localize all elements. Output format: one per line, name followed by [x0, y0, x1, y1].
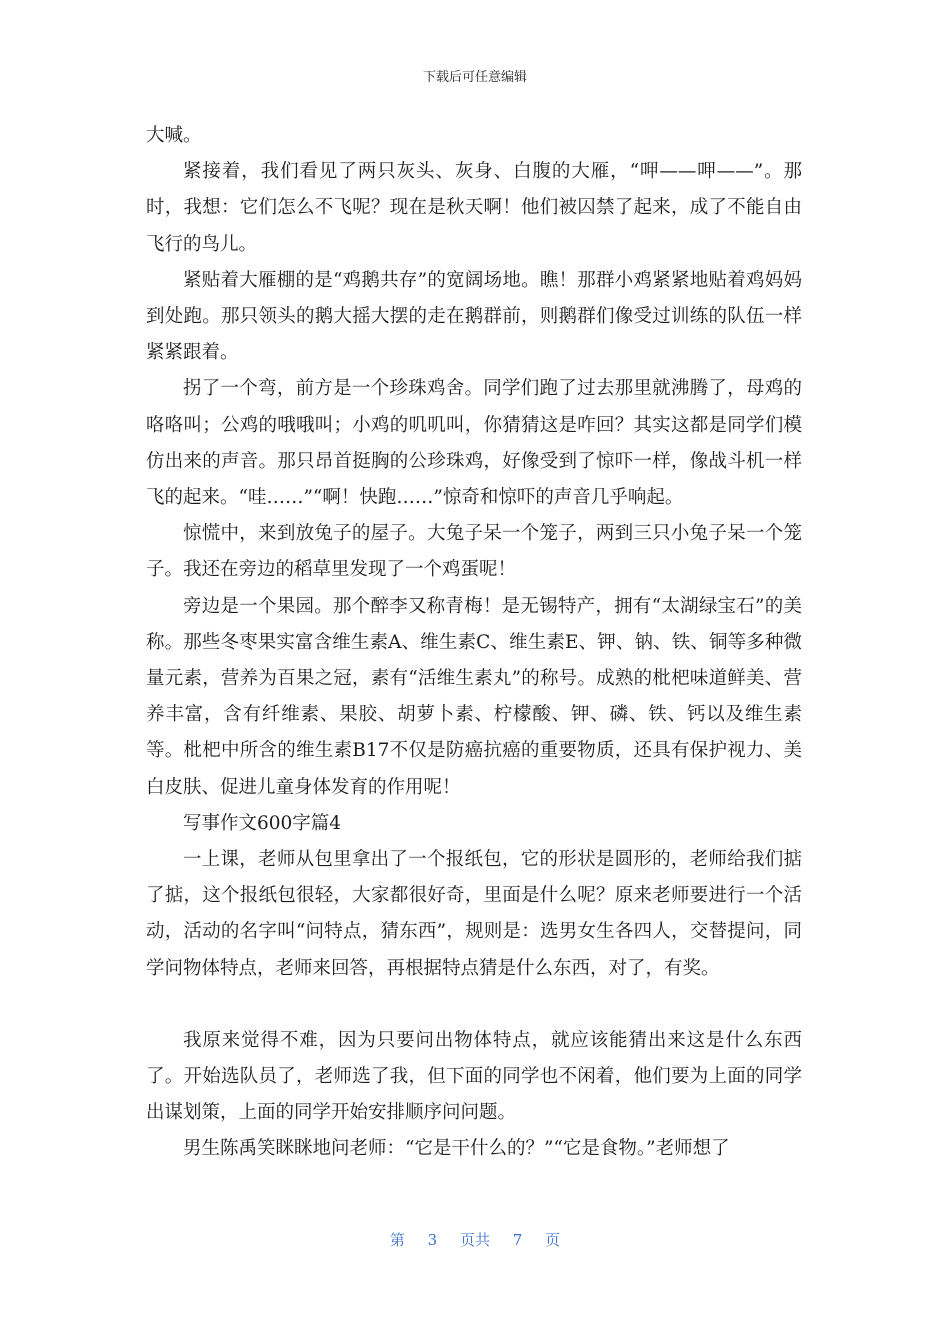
paragraph: 一上课，老师从包里拿出了一个报纸包，它的形状是圆形的，老师给我们掂了掂，这个报纸包很轻，大家都很好奇，里面是什么呢？原来老师要进行一个活动，活动的名字叫“问特点，猜东西”，规则是：选男女生各四人，交替提问，同学问物体特点，老师来回答，再根据特点猜是什么东西，对了，有奖。 — [146, 849, 802, 979]
paragraph: 大喊。 — [146, 125, 202, 146]
paragraph: 男生陈禹笑眯眯地问老师：“它是干什么的？”“它是食物。”老师想了 — [183, 1138, 730, 1160]
paragraph: 惊慌中，来到放兔子的屋子。大兔子呆一个笼子，两到三只小兔子呆一个笼子。我还在旁边的稻草里发现了一个鸡蛋呢！ — [146, 523, 802, 581]
paragraph: 紧接着，我们看见了两只灰头、灰身、白腹的大雁，“呷——呷——”。那时，我想：它们怎么不飞呢？现在是秋天啊！他们被囚禁了起来，成了不能自由飞行的鸟儿。 — [146, 161, 802, 255]
section-heading: 写事作文600字篇4 — [183, 812, 342, 834]
paragraph: 我原来觉得不难，因为只要问出物体特点，就应该能猜出来这是什么东西了。开始选队员了，老师选了我，但下面的同学也不闲着，他们要为上面的同学出谋划策，上面的同学开始安排顺序问问题。 — [146, 1029, 802, 1124]
document-body — [146, 118, 802, 1168]
paragraph: 旁边是一个果园。那个醉李又称青梅！是无锡特产，拥有“太湖绿宝石”的美称。那些冬枣果实富含维生素A、维生素C、维生素E、钾、钠、铁、铜等多种微量元素，营养为百果之冠，素有“活维生素丸”的称号。成熟的枇杷味道鲜美、营养丰富，含有纤维素、果胶、胡萝卜素、柠檬酸、钾、磷、铁、钙以及维生素等。枇杷中所含的维生素B17不仅是防癌抗癌的重要物质，还具有保护视力、美白皮肤、促进儿童身体发育的作用呢！ — [146, 595, 802, 798]
page-footer: 第 3 页共 7 页 — [389, 1231, 561, 1249]
paragraph: 紧贴着大雁棚的是“鸡鹅共存”的宽阔场地。瞧！那群小鸡紧紧地贴着鸡妈妈到处跑。那只领头的鹅大摇大摆的走在鹅群前，则鹅群们像受过训练的队伍一样紧紧跟着。 — [146, 269, 802, 364]
page-header: 下载后可任意编辑 — [422, 70, 527, 85]
paragraph: 拐了一个弯，前方是一个珍珠鸡舍。同学们跑了过去那里就沸腾了，母鸡的咯咯叫；公鸡的哦哦叫；小鸡的叽叽叫，你猜猜这是咋回？其实这都是同学们模仿出来的声音。那只昂首挺胸的公珍珠鸡，好像受到了惊吓一样，像战斗机一样飞的起来。“哇……”“啊！快跑……”惊奇和惊吓的声音几乎响起。 — [146, 378, 802, 509]
